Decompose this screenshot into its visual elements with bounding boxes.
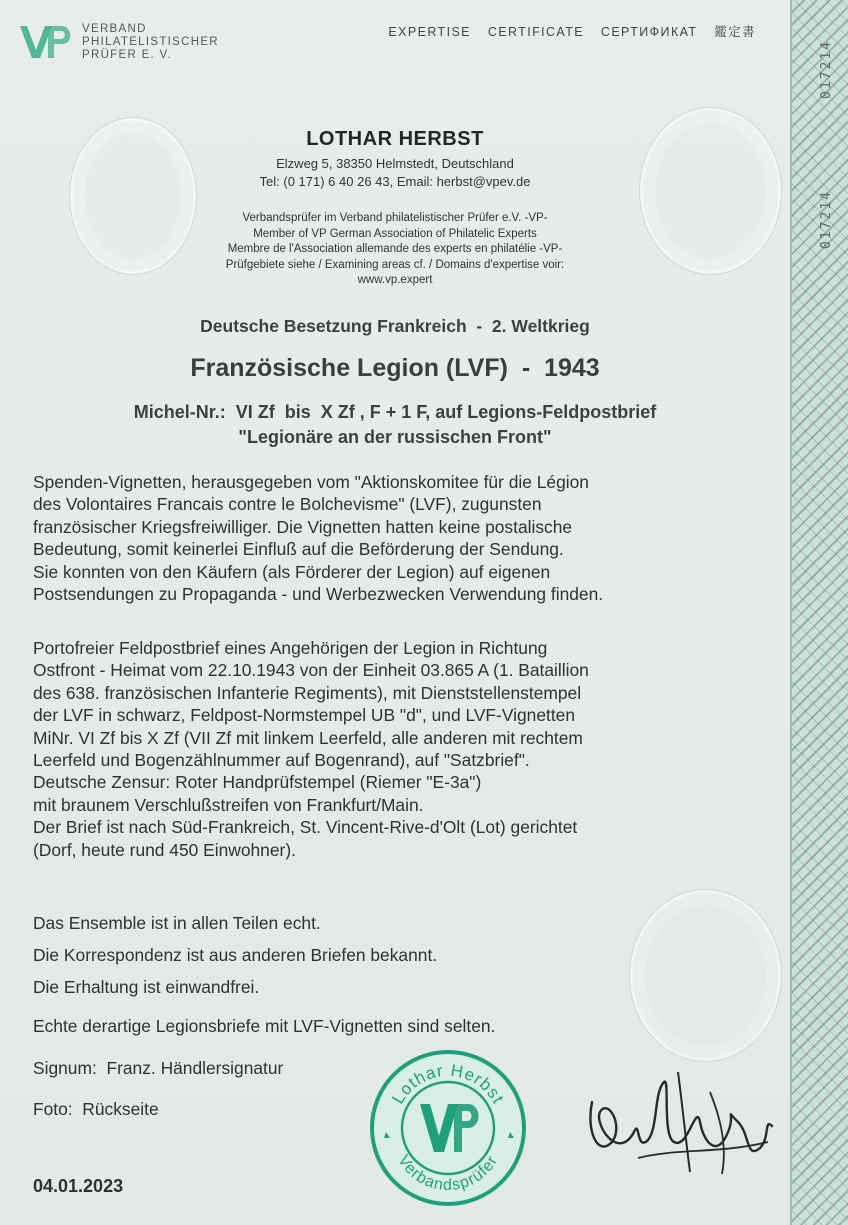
label-expertise: EXPERTISE	[388, 25, 471, 39]
paragraph-line: Ostfront - Heimat vom 22.10.1943 von der Einheit 03.865 A (1. Bataillion	[33, 660, 589, 681]
expert-name: LOTHAR HERBST	[306, 128, 484, 150]
certificate-date: 04.01.2023	[33, 1176, 124, 1196]
serial-number-bottom: 017214	[819, 190, 834, 249]
paragraph-line: MiNr. VI Zf bis X Zf (VII Zf mit linkem Leerfeld, alle anderen mit rechtem	[33, 727, 583, 748]
paragraph-line: des 638. französischen Infanterie Regiments), mit Dienststellenstempel	[33, 682, 582, 703]
statement-photo: Foto: Rückseite	[33, 1099, 159, 1119]
stamp-top-text: Lothar Herbst	[388, 1060, 508, 1108]
paragraph-line: Postsendungen zu Propaganda - und Werbezwecken Verwendung finden.	[33, 584, 604, 605]
paragraph-line: (Dorf, heute rund 450 Einwohner).	[33, 839, 296, 860]
emboss-seal-lower	[630, 890, 781, 1061]
expert-address-block	[0, 155, 790, 191]
vp-logo-text	[82, 23, 219, 62]
stamp-bottom-text: Verbandsprüfer	[394, 1152, 502, 1195]
paragraph-line: Sie konnten von den Käufern (als Förderer der Legion) auf eigenen	[33, 561, 551, 582]
association-line: Prüfgebiete siehe / Examining areas cf. / Domains d'expertise voir:	[225, 258, 565, 271]
expert-stamp	[368, 1048, 528, 1208]
cover-subtitle: "Legionäre an der russischen Front"	[238, 427, 552, 447]
statement-rarity: Echte derartige Legionsbriefe mit LVF-Vignetten sind selten.	[33, 1016, 496, 1036]
expert-contact: Tel: (0 171) 6 40 26 43, Email: herbst@vpev.de	[259, 174, 531, 189]
association-line: Member of VP German Association of Philatelic Experts	[253, 227, 537, 240]
paragraph-line: französischer Kriegsfreiwilliger. Die Vignetten hatten keine postalische	[33, 516, 573, 537]
description-paragraph	[33, 471, 783, 605]
association-line: Membre de l'Association allemande des experts en philatélie -VP-	[227, 243, 563, 255]
label-certificate: CERTIFICATE	[487, 25, 585, 39]
paragraph-line: Spenden-Vignetten, herausgegeben vom "Aktionskomitee für die Légion	[33, 472, 589, 492]
region-title: Deutsche Besetzung Frankreich - 2. Weltkrieg	[200, 316, 590, 336]
paragraph-line: Bedeutung, somit keinerlei Einfluß auf die Beförderung der Sendung.	[33, 539, 564, 560]
label-sertifikat: СЕРТИФИКАТ	[600, 25, 698, 39]
paragraph-line: Portofreier Feldpostbrief eines Angehörigen der Legion in Richtung	[33, 638, 548, 658]
association-block	[0, 211, 790, 289]
michel-number: Michel-Nr.: VI Zf bis X Zf , F + 1 F, auf Legions-Feldpostbrief	[133, 402, 657, 422]
expert-signature	[578, 1062, 778, 1182]
paragraph-line: Leerfeld und Bogenzählnummer auf Bogenrand), auf "Satzbrief".	[33, 750, 530, 771]
michel-block	[0, 400, 790, 450]
vp-logo	[18, 20, 219, 64]
certificate-labels	[376, 22, 756, 40]
org-line-3: PRÜFER E. V.	[82, 48, 172, 61]
org-line-1: VERBAND	[82, 22, 147, 35]
expert-address: Elzweg 5, 38350 Helmstedt, Deutschland	[276, 156, 514, 171]
association-website: www.vp.expert	[357, 274, 433, 286]
statement-condition: Die Erhaltung ist einwandfrei.	[33, 977, 260, 997]
statement-signum: Signum: Franz. Händlersignatur	[33, 1058, 284, 1078]
serial-number-top: 017214	[819, 40, 834, 99]
paragraph-line: der LVF in schwarz, Feldpost-Normstempel UB "d", und LVF-Vignetten	[33, 705, 576, 726]
paragraph-line: mit braunem Verschlußstreifen von Frankfurt/Main.	[33, 794, 424, 815]
issue-title: Französische Legion (LVF) - 1943	[190, 354, 600, 382]
statement-genuine: Das Ensemble ist in allen Teilen echt.	[33, 913, 321, 933]
vp-logo-icon	[18, 20, 76, 64]
statement-correspondence: Die Korrespondenz ist aus anderen Briefen bekannt.	[33, 945, 438, 965]
paragraph-line: Der Brief ist nach Süd-Frankreich, St. Vincent-Rive-d'Olt (Lot) gerichtet	[33, 817, 578, 838]
association-line: Verbandsprüfer im Verband philatelistischer Prüfer e.V. -VP-	[242, 212, 548, 224]
security-border	[790, 0, 848, 1225]
org-line-2: PHILATELISTISCHER	[82, 35, 219, 48]
paragraph-line: Deutsche Zensur: Roter Handprüfstempel (Riemer "E-3a")	[33, 772, 482, 793]
label-kanteisho: 鑑定書	[714, 25, 756, 39]
cover-description-paragraph	[33, 637, 783, 861]
paragraph-line: des Volontaires Francais contre le Bolchevisme" (LVF), zugunsten	[33, 494, 542, 515]
